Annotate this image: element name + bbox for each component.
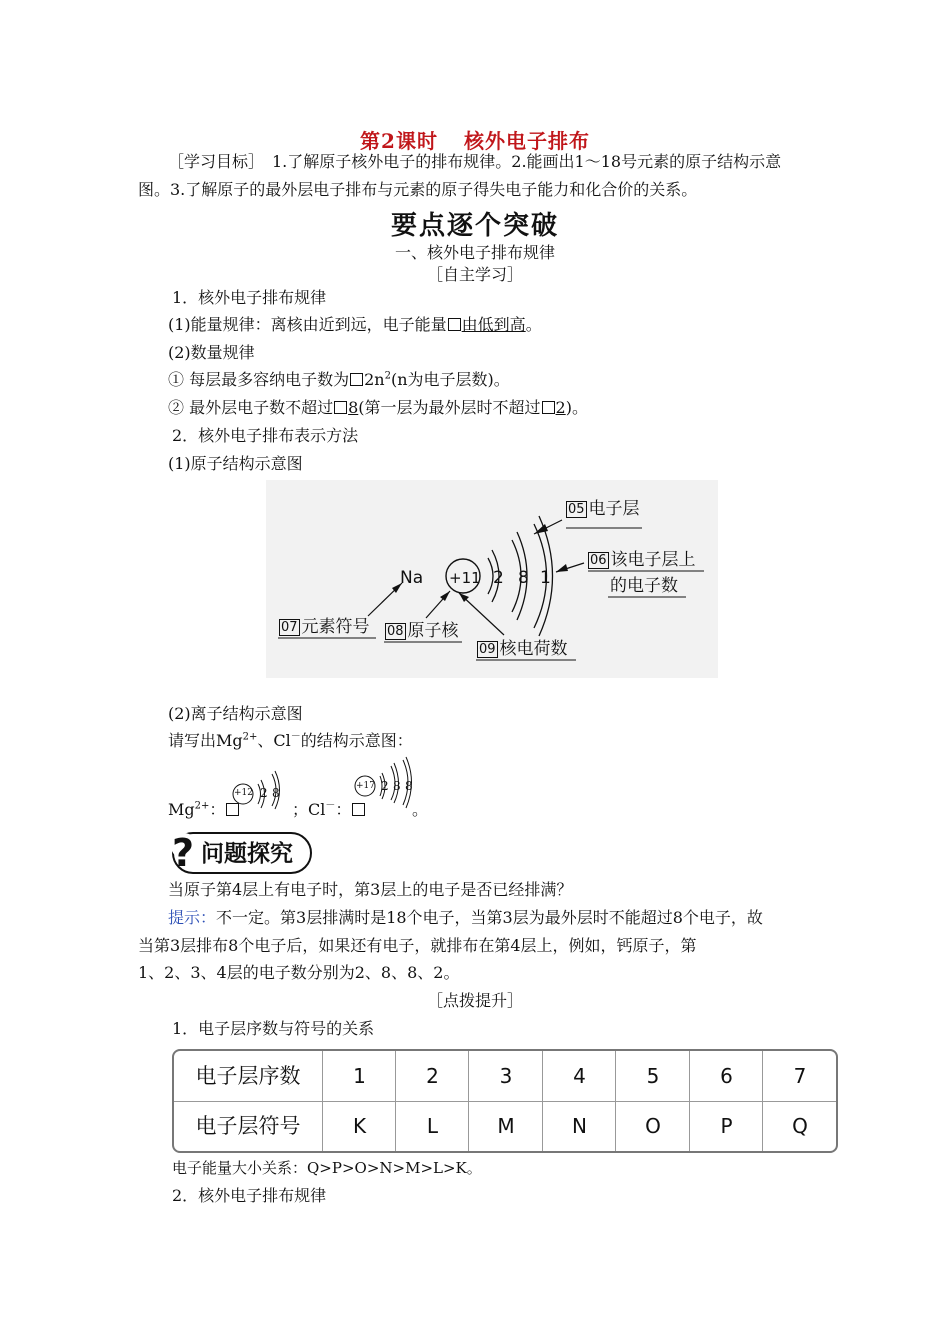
blank-box xyxy=(334,401,347,414)
first-layer-answer: 2 xyxy=(555,398,566,417)
row-header: 电子层序数 xyxy=(195,1064,301,1088)
page-title xyxy=(0,125,950,154)
goals-line-1: ［学习目标］ 1.了解原子核外电子的排布规律。2.能画出1～18号元素的原子结构示意 xyxy=(168,152,782,171)
table-row xyxy=(174,1051,836,1102)
superscript: 2 xyxy=(384,370,391,382)
nucleus-charge: +11 xyxy=(449,569,481,587)
max-layer-post: (n为电子层数)。 xyxy=(390,370,510,389)
blank-box xyxy=(448,318,461,331)
self-study-label: ［自主学习］ xyxy=(426,265,523,284)
table-cell: L xyxy=(395,1101,469,1151)
electron-count-1: 2 xyxy=(493,568,504,588)
mg-electrons-1: 2 xyxy=(260,786,268,800)
ion-answer-line: $Mg^{2+}$： xyxy=(168,800,240,820)
table-cell: O xyxy=(615,1101,690,1151)
hint-label: 提示： xyxy=(168,908,217,927)
label-nucleus: 08 原子核 xyxy=(387,621,459,641)
para-6: 2．核外电子排布表示方法 xyxy=(172,426,359,445)
outer-layer-text: ② 最外层电子数不超过 xyxy=(168,398,334,417)
section-banner: 要点逐个突破 xyxy=(390,211,559,241)
question-badge-label: 问题探究 xyxy=(201,841,293,867)
period: 。 xyxy=(525,315,542,334)
table-cell: Q xyxy=(762,1101,837,1151)
table-cell: P xyxy=(689,1101,763,1151)
mg-nucleus: +12 xyxy=(234,788,253,798)
topic-label: 核外电子排布 xyxy=(463,129,590,153)
energy-rule-text: (1)能量规律：离核由近到远，电子能量 xyxy=(168,315,447,334)
table-cell: 1 xyxy=(322,1051,396,1101)
electron-count-2: 8 xyxy=(518,568,529,588)
cl-electrons-3: 8 xyxy=(405,779,413,793)
blank-box xyxy=(542,401,555,414)
table-cell: M xyxy=(468,1101,543,1151)
para-7: (1)原子结构示意图 xyxy=(168,454,303,473)
svg-text:?: ? xyxy=(172,832,195,874)
para-max-per-layer xyxy=(168,370,510,390)
section-heading: 一、核外电子排布规律 xyxy=(394,243,555,262)
label-element-symbol: 07 元素符号 xyxy=(281,617,370,637)
question-text: 当原子第4层上有电子时，第3层上的电子是否已经排满？ xyxy=(168,880,573,899)
max-layer-text: ① 每层最多容纳电子数为 xyxy=(168,370,350,389)
table-cell: 7 xyxy=(762,1051,837,1101)
label-electron-count: 06 该电子层上 xyxy=(590,550,696,570)
ion-end-period: 。 xyxy=(412,800,429,819)
para-outer-layer xyxy=(168,398,588,418)
para-3: (2)数量规律 xyxy=(168,343,255,362)
cl-electrons-2: 8 xyxy=(393,779,401,793)
energy-rule-answer: 由低到高 xyxy=(461,315,526,334)
para-1: 1．核外电子排布规律 xyxy=(172,288,327,307)
shell-table xyxy=(172,1049,838,1153)
cl-nucleus: +17 xyxy=(356,781,375,791)
para-10: 1．电子层序数与符号的关系 xyxy=(172,1019,375,1038)
max-layer-answer: 2n xyxy=(364,370,385,389)
label-electron-count-2: 的电子数 xyxy=(610,576,678,596)
label-electron-shell: 05 电子层 xyxy=(568,499,640,519)
para-12: 2．核外电子排布规律 xyxy=(172,1186,327,1205)
mg-electrons-2: 8 xyxy=(272,786,280,800)
table-cell: 3 xyxy=(468,1051,543,1101)
table-cell: 4 xyxy=(542,1051,616,1101)
row-header: 电子层符号 xyxy=(195,1114,301,1138)
atom-structure-diagram xyxy=(266,480,718,678)
outer-layer-mid: (第一层为最外层时不超过 xyxy=(358,398,541,417)
hint-line-1: 提示：不一定。第3层排满时是18个电子，当第3层为最外层时不能超过8个电子，故 xyxy=(168,908,763,927)
cl-answer: ；Cl－： xyxy=(292,800,366,820)
hint-line-2: 当第3层排布8个电子后，如果还有电子，就排布在第4层上，例如，钙原子，第 xyxy=(138,936,697,955)
table-cell: 5 xyxy=(615,1051,690,1101)
blank-box xyxy=(350,373,363,386)
energy-order: 电子能量大小关系：Q>P>O>N>M>L>K。 xyxy=(172,1159,482,1177)
para-energy-rule xyxy=(168,315,542,335)
electron-count-3: 1 xyxy=(540,568,551,588)
table-row xyxy=(174,1101,836,1151)
outer-layer-answer: 8 xyxy=(348,398,359,417)
goals-line-2: 图。3.了解原子的最外层电子排布与元素的原子得失电子能力和化合价的关系。 xyxy=(138,180,698,199)
table-cell: 6 xyxy=(689,1051,763,1101)
outer-layer-post: )。 xyxy=(565,398,588,417)
element-symbol: Na xyxy=(400,568,424,588)
label-nuclear-charge: 09 核电荷数 xyxy=(479,639,568,659)
tips-label: ［点拨提升］ xyxy=(426,991,523,1010)
cl-electrons-1: 2 xyxy=(381,779,389,793)
para-ion-question: 请写出$Mg^{2+}$、Cl－的结构示意图： xyxy=(168,731,413,750)
para-8: (2)离子结构示意图 xyxy=(168,704,303,723)
hint-line-3: 1、2、3、4层的电子数分别为2、8、8、2。 xyxy=(138,963,460,982)
table-cell: 2 xyxy=(395,1051,469,1101)
table-cell: K xyxy=(322,1101,396,1151)
lesson-label: 第2课时 xyxy=(360,129,438,153)
table-cell: N xyxy=(542,1101,616,1151)
